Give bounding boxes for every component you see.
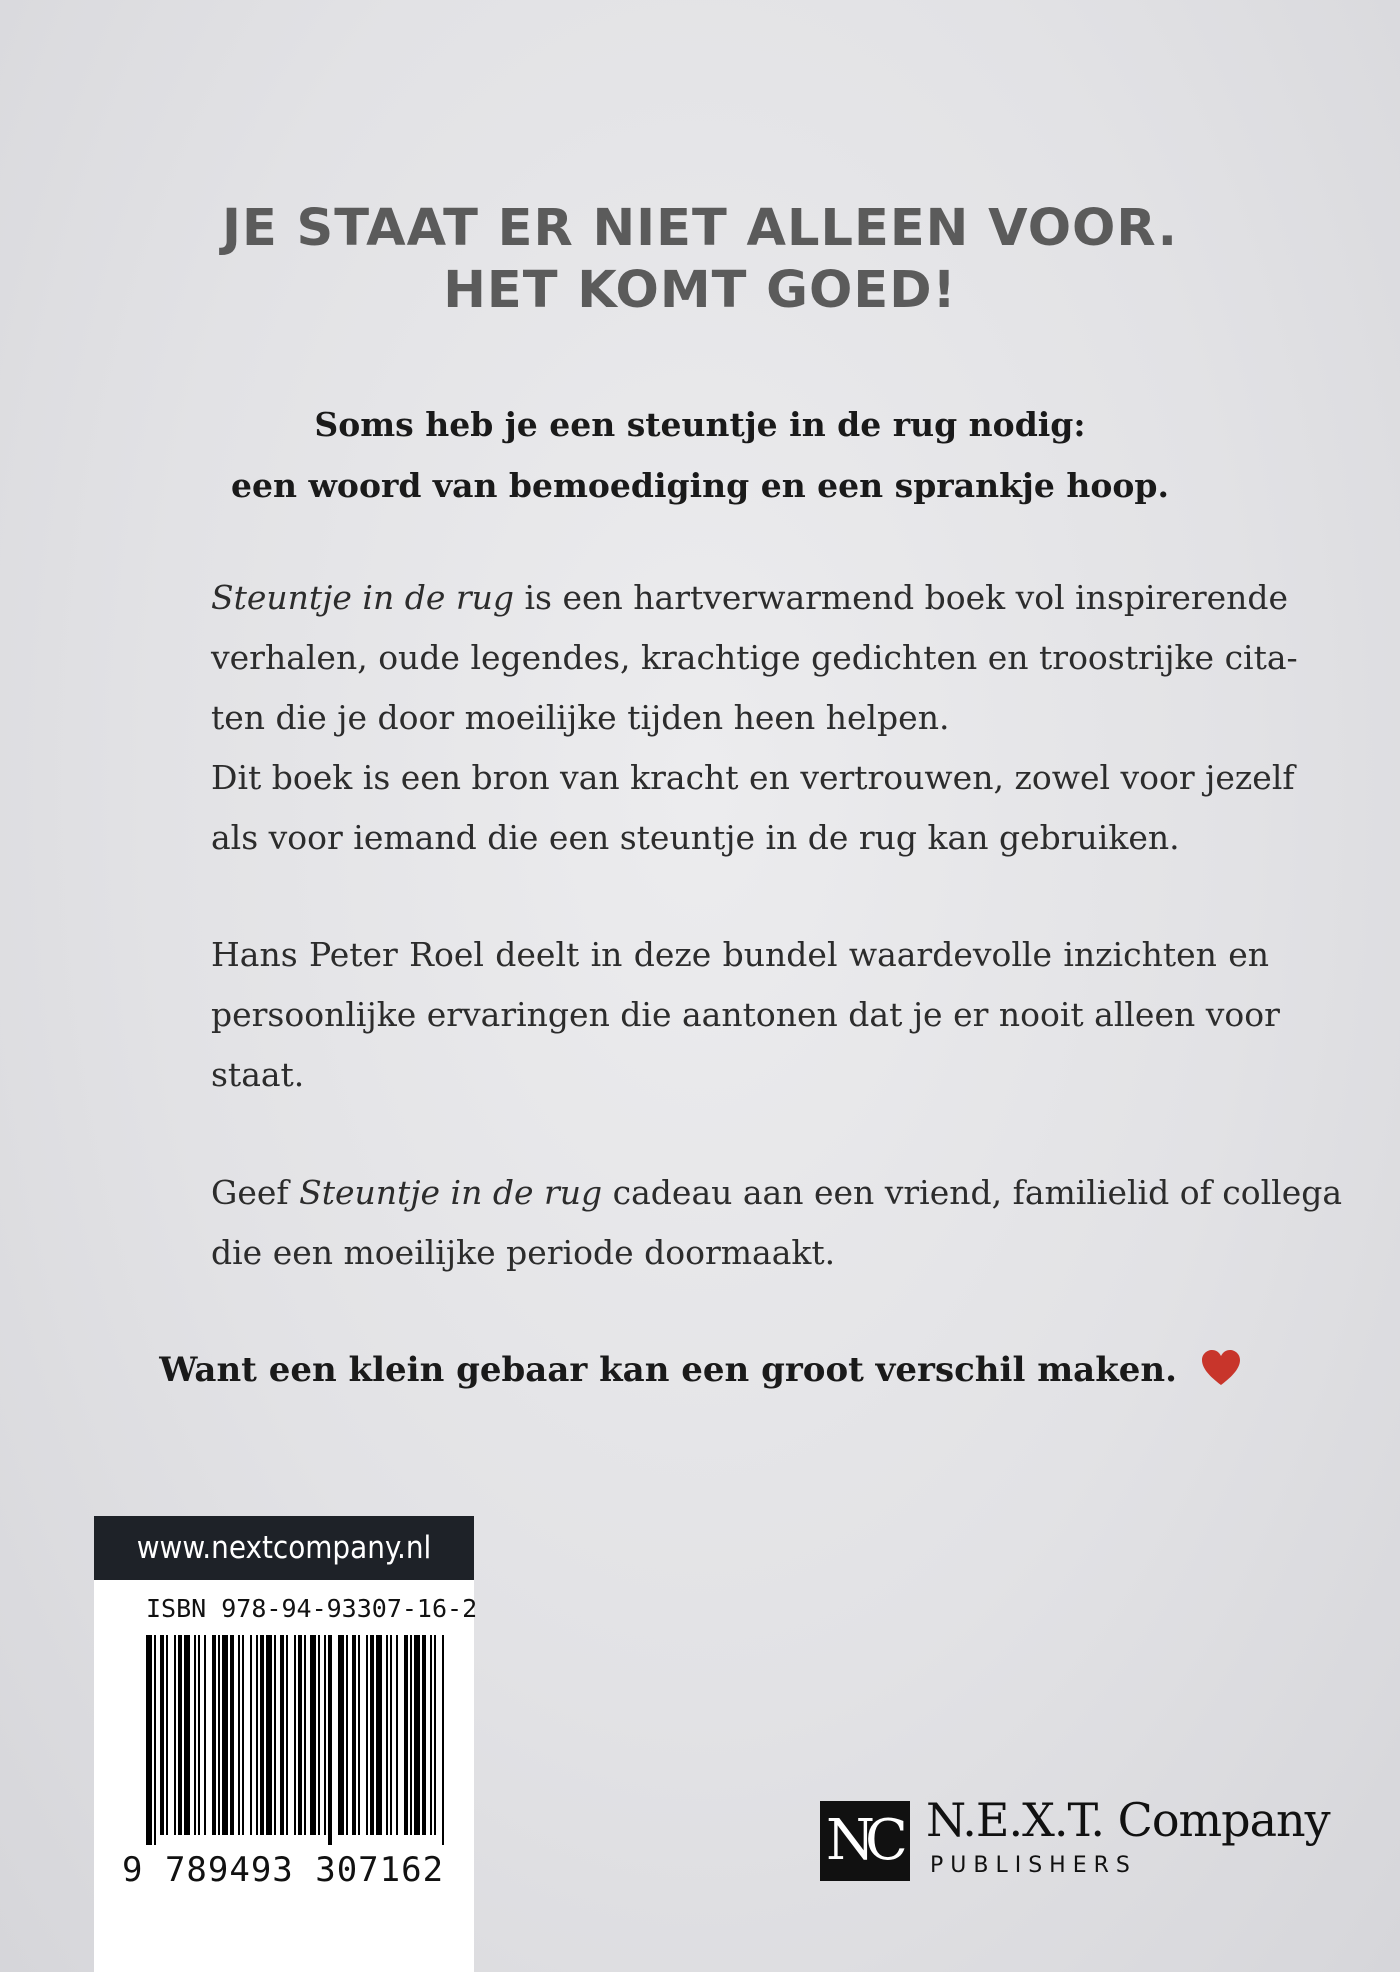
paragraph-line: Geef Steuntje in de rug cadeau aan een vriend, familielid of collega: [211, 1173, 1343, 1212]
barcode-bar: [250, 1635, 252, 1835]
paragraph-line: die een moeilijke periode doormaakt.: [211, 1233, 836, 1272]
nc-logo-letters: NC: [826, 1808, 898, 1873]
barcode-bar: [198, 1635, 200, 1835]
headline-line-2: HET KOMT GOED!: [443, 261, 957, 320]
intro-line-1: Soms heb je een steuntje in de rug nodig:: [314, 405, 1086, 444]
book-title: Steuntje in de rug: [299, 1173, 603, 1212]
barcode-bar: [218, 1635, 220, 1835]
paragraph-line: Hans Peter Roel deelt in deze bundel waardevolle inzichten en: [211, 935, 1269, 974]
barcode-bar: [298, 1635, 302, 1835]
barcode-bar: [422, 1635, 426, 1835]
barcode-panel: [94, 1580, 478, 1972]
isbn-label: ISBN 978-94-93307-16-2: [146, 1594, 478, 1623]
barcode-bar: [160, 1635, 164, 1835]
barcode-bar: [324, 1635, 326, 1835]
book-title: Steuntje in de rug: [211, 578, 515, 617]
barcode-bar: [194, 1635, 196, 1835]
paragraph-line: Steuntje in de rug is een hartverwarmend boek vol inspirerende: [211, 578, 1289, 617]
paragraph-line: staat.: [211, 1055, 305, 1094]
barcode-bar: [174, 1635, 176, 1835]
barcode-bar: [286, 1635, 288, 1835]
barcode-bar: [358, 1635, 360, 1835]
barcode-bar: [274, 1635, 276, 1835]
paragraph-line: als voor iemand die een steuntje in de rug kan gebruiken.: [211, 818, 1180, 857]
barcode-bar: [204, 1635, 206, 1835]
barcode-bar: [212, 1635, 216, 1835]
paragraph-line: persoonlijke ervaringen die aantonen dat je er nooit alleen voor: [211, 995, 1280, 1034]
heart-icon: [1201, 1349, 1241, 1387]
barcode-blank-area: [94, 1910, 474, 1972]
barcode-bar: [338, 1635, 344, 1835]
publisher-subtitle: PUBLISHERS: [930, 1853, 1137, 1878]
barcode-bar: [266, 1635, 272, 1835]
barcode-bar: [370, 1635, 374, 1835]
barcode-bar: [242, 1635, 244, 1835]
paragraph-line: ten die je door moeilijke tijden heen helpen.: [211, 698, 950, 737]
barcode-bar: [376, 1635, 382, 1835]
barcode-bar: [310, 1635, 316, 1835]
publisher-name: N.E.X.T. Company: [926, 1793, 1330, 1847]
barcode-bar: [184, 1635, 190, 1835]
gift-paragraph: [211, 1163, 1343, 1283]
barcode-bar: [166, 1635, 168, 1835]
barcode-bars: [146, 1635, 446, 1845]
barcode-bar: [178, 1635, 182, 1835]
barcode-bar: [404, 1635, 408, 1835]
nc-logo-mark: [820, 1801, 910, 1881]
barcode-bar: [154, 1635, 156, 1845]
website-url: www.nextcompany.nl: [94, 1516, 474, 1580]
barcode-bar: [346, 1635, 348, 1835]
barcode-bar: [146, 1635, 152, 1845]
barcode-bar: [328, 1635, 332, 1845]
barcode-bar: [318, 1635, 320, 1835]
barcode-bar: [386, 1635, 388, 1835]
paragraph-line: verhalen, oude legendes, krachtige gedichten en troostrijke cita-: [211, 638, 1298, 677]
barcode-bar: [410, 1635, 412, 1835]
barcode-bar: [396, 1635, 398, 1835]
barcode-bar: [434, 1635, 436, 1835]
barcode-bar: [222, 1635, 228, 1835]
barcode-bar: [390, 1635, 392, 1835]
barcode-bar: [256, 1635, 258, 1835]
headline: [0, 198, 1400, 322]
isbn-digits: 9 789493 307162: [122, 1850, 445, 1890]
intro: [0, 394, 1400, 516]
barcode-bar: [366, 1635, 368, 1835]
barcode-bar: [430, 1635, 432, 1835]
barcode-bar: [280, 1635, 284, 1835]
headline-line-1: JE STAAT ER NIET ALLEEN VOOR.: [221, 199, 1178, 258]
barcode-bar: [260, 1635, 264, 1835]
barcode-bar: [442, 1635, 444, 1845]
publisher-logo: [820, 1793, 1330, 1883]
barcode-bar: [352, 1635, 356, 1835]
barcode-bar: [238, 1635, 240, 1835]
closing-text: Want een klein gebaar kan een groot verschil maken.: [159, 1350, 1177, 1390]
paragraph-line: Dit boek is een bron van kracht en vertrouwen, zowel voor jezelf: [211, 758, 1295, 797]
barcode-bar: [304, 1635, 306, 1835]
description-paragraph: [211, 568, 1298, 868]
barcode-bar: [414, 1635, 420, 1835]
author-paragraph: [211, 925, 1280, 1105]
closing-line: [0, 1340, 1400, 1400]
barcode-bar: [230, 1635, 234, 1835]
barcode-bar: [294, 1635, 296, 1835]
intro-line-2: een woord van bemoediging en een sprankje hoop.: [231, 466, 1169, 505]
